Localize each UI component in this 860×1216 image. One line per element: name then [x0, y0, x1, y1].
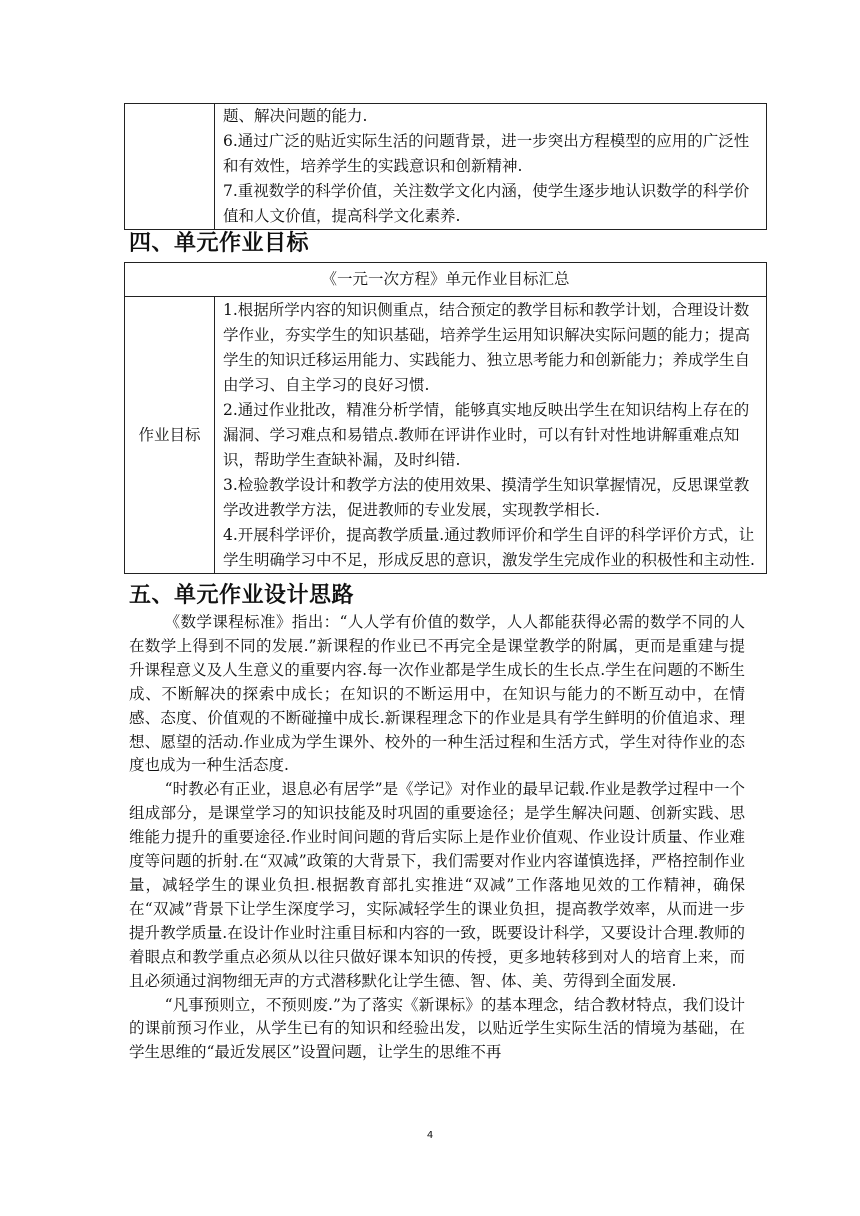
paragraph: 《数学课程标准》指出：“人人学有价值的数学，人人都能获得必需的数学不同的人在数学上得到不同的发展.”新课程的作业已不再完全是课堂教学的附属，更而是重建与提升课程意义及人生意义的重要内容.每一次作业都是学生成长的生长点.学生在问题的不断生成、不断解决的探索中成长；在知识的不断运用中，在知识与能力的不断互动中，在情感、态度、价值观的不断碰撞中成长.新课程理念下的作业是具有学生鲜明的价值追求、理想、愿望的活动.作业成为学生课外、校外的一种生活过程和生活方式，学生对待作业的态度也成为一种生活态度. [129, 613, 745, 775]
goals-cell [215, 104, 767, 230]
previous-goals-table [124, 103, 767, 230]
design-ideas-text [129, 611, 745, 1065]
paragraph: “时教必有正业，退息必有居学”是《学记》对作业的最早记载.作业是教学过程中一个组成部分，是课堂学习的知识技能及时巩固的重要途径；是学生解决问题、创新实践、思维能力提升的重要途径.作业时间问题的背后实际上是作业价值观、作业设计质量、作业难度等问题的折射.在“双减”政策的大背景下，我们需要对作业内容谨慎选择，严格控制作业量，减轻学生的课业负担.根据教育部扎实推进“双减”工作落地见效的工作精神，确保在“双减”背景下让学生深度学习，实际减轻学生的课业负担，提高教学效率，从而进一步提升教学质量.在设计作业时注重目标和内容的一致，既要设计科学，又要设计合理.教师的着眼点和教学重点必须从以往只做好课本知识的传授，更多地转移到对人的培育上来，而且必须通过润物细无声的方式潜移默化让学生德、智、体、美、劳得到全面发展. [129, 780, 745, 990]
table-title: 《一元一次方程》单元作业目标汇总 [125, 263, 767, 297]
paragraph: “凡事预则立，不预则废.”为了落实《新课标》的基本理念，结合教材特点，我们设计的课前预习作业，从学生已有的知识和经验出发，以贴近学生实际生活的情境为基础，在学生思维的“最近发展区”设置问题，让学生的思维不再 [129, 995, 745, 1062]
table-row [125, 104, 767, 230]
list-item: 4.开展科学评价，提高教学质量.通过教师评价和学生自评的科学评价方式，让学生明确学习中不足，形成反思的意识，激发学生完成作业的积极性和主动性. [223, 526, 755, 569]
goals-cell [215, 297, 767, 574]
table-header-row [125, 263, 767, 297]
row-label: 作业目标 [125, 297, 215, 574]
list-item: 3.检验教学设计和教学方法的使用效果、摸清学生知识掌握情况，反思课堂教学改进教学方法，促进教师的专业发展，实现教学相长. [223, 476, 750, 519]
table-row [125, 297, 767, 574]
page-number: 4 [426, 1130, 434, 1141]
section-heading-design-ideas: 五、单元作业设计思路 [129, 583, 355, 608]
list-item: 2.通过作业批改，精准分析学情，能够真实地反映出学生在知识结构上存在的漏洞、学习难点和易错点.教师在评讲作业时，可以有针对性地讲解重难点知识，帮助学生查缺补漏，及时纠错. [223, 401, 750, 469]
list-item: 1.根据所学内容的知识侧重点，结合预定的教学目标和教学计划，合理设计数学作业，夯实学生的知识基础，培养学生运用知识解决实际问题的能力；提高学生的知识迁移运用能力、实践能力、独立思考能力和创新能力；养成学生自由学习、自主学习的良好习惯. [223, 301, 751, 394]
list-item: 6.通过广泛的贴近实际生活的问题背景，进一步突出方程模型的应用的广泛性和有效性，培养学生的实践意识和创新精神. [223, 132, 750, 175]
section-heading-homework-goals: 四、单元作业目标 [129, 231, 310, 256]
list-item: 题、解决问题的能力. [223, 107, 368, 125]
homework-goals-table [124, 262, 767, 574]
list-item: 7.重视数学的科学价值，关注数学文化内涵，使学生逐步地认识数学的科学价值和人文价值，提高科学文化素养. [223, 182, 750, 225]
empty-label-cell [125, 104, 215, 230]
